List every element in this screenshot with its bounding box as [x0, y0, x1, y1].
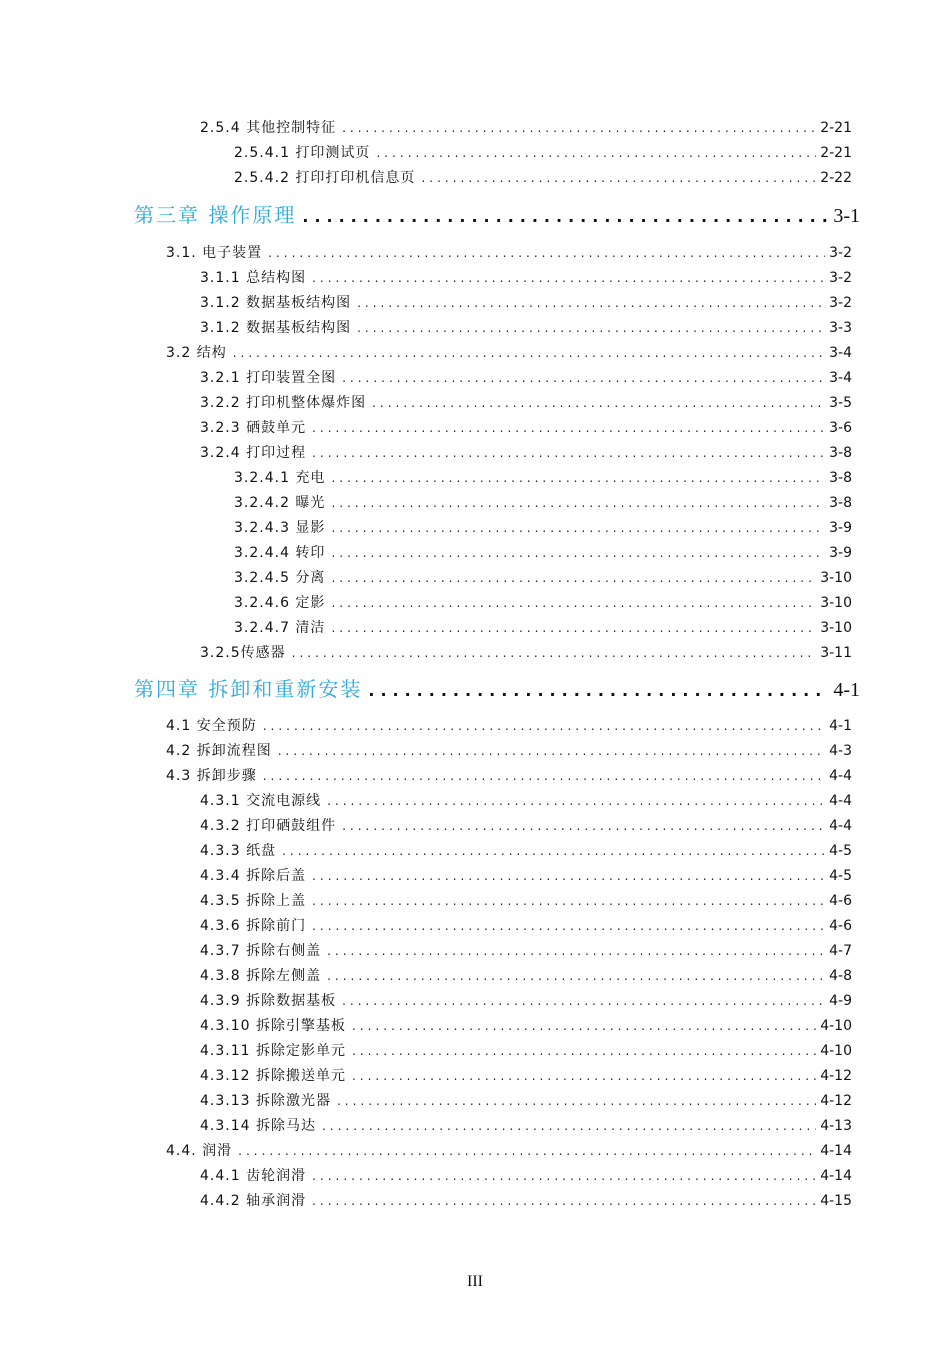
toc-entry-title: 4.3.9 拆除数据基板 [200, 993, 337, 1009]
toc-chapter-heading[interactable] [134, 675, 860, 705]
toc-entry-title: 4.4.1 齿轮润滑 [200, 1168, 307, 1184]
toc-leader-dots [352, 1041, 816, 1061]
toc-entry-title: 第三章 操作原理 [134, 203, 297, 227]
toc-entry[interactable] [234, 143, 852, 163]
toc-entry-title: 4.1 安全预防 [166, 718, 257, 734]
toc-entry-page: 4-1 [833, 679, 860, 701]
toc-leader-dots [263, 766, 825, 786]
toc-entry-page: 4-12 [820, 1093, 852, 1109]
toc-entry[interactable] [200, 966, 852, 986]
toc-entry-title: 3.2.4.3 显影 [234, 520, 326, 536]
toc-entry-page: 4-6 [829, 918, 852, 934]
toc-entry-page: 4-1 [829, 718, 852, 734]
toc-leader-dots [312, 916, 825, 936]
toc-leader-dots [327, 941, 825, 961]
toc-entry-title: 4.3.1 交流电源线 [200, 793, 322, 809]
toc-entry[interactable] [200, 1016, 852, 1036]
toc-entry[interactable] [200, 941, 852, 961]
toc-entry-page: 3-11 [820, 645, 852, 661]
toc-entry[interactable] [200, 1091, 852, 1111]
toc-entry-page: 3-9 [829, 545, 852, 561]
toc-entry[interactable] [200, 368, 852, 388]
toc-entry-title: 2.5.4.1 打印测试页 [234, 145, 371, 161]
toc-entry-page: 4-4 [829, 793, 852, 809]
toc-entry-page: 4-13 [820, 1118, 852, 1134]
toc-leader-dots [331, 568, 816, 588]
toc-entry-title: 第四章 拆卸和重新安装 [134, 677, 363, 701]
toc-entry[interactable] [200, 293, 852, 313]
toc-entry-title: 2.5.4.2 打印打印机信息页 [234, 170, 416, 186]
toc-entry[interactable] [234, 543, 852, 563]
toc-entry-page: 3-9 [829, 520, 852, 536]
toc-entry-title: 4.2 拆卸流程图 [166, 743, 272, 759]
toc-entry-page: 4-15 [820, 1193, 852, 1209]
toc-leader-dots [282, 841, 825, 861]
toc-leader-dots [331, 593, 816, 613]
toc-entry[interactable] [200, 1041, 852, 1061]
toc-entry-page: 3-10 [820, 570, 852, 586]
toc-entry-title: 4.3.4 拆除后盖 [200, 868, 307, 884]
toc-entry[interactable] [200, 118, 852, 138]
toc-entry[interactable] [234, 568, 852, 588]
toc-entry-title: 4.3.5 拆除上盖 [200, 893, 307, 909]
toc-entry[interactable] [200, 418, 852, 438]
toc-entry-page: 4-7 [829, 943, 852, 959]
toc-entry[interactable] [234, 168, 852, 188]
toc-entry[interactable] [234, 618, 852, 638]
toc-entry-page: 2-21 [820, 120, 852, 136]
toc-leader-dots [312, 866, 825, 886]
toc-entry-page: 3-4 [829, 345, 852, 361]
toc-entry[interactable] [200, 443, 852, 463]
toc-entry-page: 3-10 [820, 620, 852, 636]
toc-entry[interactable] [200, 791, 852, 811]
toc-entry-title: 4.3.8 拆除左侧盖 [200, 968, 322, 984]
toc-entry[interactable] [166, 741, 852, 761]
toc-entry[interactable] [234, 468, 852, 488]
toc-entry-title: 3.2.4.7 清洁 [234, 620, 326, 636]
toc-entry[interactable] [200, 1116, 852, 1136]
toc-entry-page: 3-5 [829, 395, 852, 411]
toc-entry-page: 4-10 [820, 1018, 852, 1034]
toc-entry[interactable] [200, 318, 852, 338]
toc-entry-page: 4-14 [820, 1168, 852, 1184]
toc-entry[interactable] [200, 816, 852, 836]
toc-entry-page: 4-4 [829, 768, 852, 784]
toc-entry-page: 4-6 [829, 893, 852, 909]
toc-leader-dots [312, 891, 825, 911]
toc-entry-title: 4.3.13 拆除激光器 [200, 1093, 331, 1109]
toc-entry-page: 4-5 [829, 843, 852, 859]
toc-leader-dots [238, 1141, 816, 1161]
toc-leader-dots [342, 991, 825, 1011]
toc-leader-dots [421, 168, 816, 188]
toc-leader-dots [372, 393, 825, 413]
toc-leader-dots [352, 1016, 816, 1036]
toc-chapter-heading[interactable] [134, 201, 860, 231]
toc-entry-title: 2.5.4 其他控制特征 [200, 120, 337, 136]
toc-entry[interactable] [166, 716, 852, 736]
toc-entry-title: 4.3.3 纸盘 [200, 843, 277, 859]
toc-entry-page: 4-10 [820, 1043, 852, 1059]
toc-entry[interactable] [166, 1141, 852, 1161]
toc-entry-page: 3-1 [833, 205, 860, 227]
toc-entry-title: 4.3 拆卸步骤 [166, 768, 257, 784]
toc-entry-page: 4-4 [829, 818, 852, 834]
toc-entry-page: 2-22 [820, 170, 852, 186]
toc-entry-page: 3-2 [829, 295, 852, 311]
toc-leader-dots [331, 543, 825, 563]
toc-entry-title: 3.2.1 打印装置全图 [200, 370, 337, 386]
toc-leader-dots [312, 268, 825, 288]
toc-leader-dots [312, 418, 825, 438]
toc-entry-title: 4.4.2 轴承润滑 [200, 1193, 307, 1209]
toc-leader-dots [331, 493, 825, 513]
toc-entry-page: 4-3 [829, 743, 852, 759]
toc-entry-page: 3-2 [829, 270, 852, 286]
toc-leader-dots [331, 468, 825, 488]
toc-entry[interactable] [200, 1166, 852, 1186]
toc-entry-page: 3-8 [829, 445, 852, 461]
toc-leader-dots [331, 618, 816, 638]
toc-entry-title: 3.2.4.1 充电 [234, 470, 326, 486]
toc-leader-dots [342, 368, 825, 388]
toc-entry[interactable] [166, 243, 852, 263]
toc-entry-title: 3.1.2 数据基板结构图 [200, 320, 352, 336]
toc-entry-title: 4.3.7 拆除右侧盖 [200, 943, 322, 959]
toc-leader-dots [322, 1116, 816, 1136]
toc-leader-dots [342, 118, 816, 138]
toc-entry-page: 3-8 [829, 470, 852, 486]
toc-entry-page: 3-6 [829, 420, 852, 436]
toc-entry[interactable] [200, 643, 852, 663]
toc-leader-dots [357, 293, 825, 313]
toc-entry-title: 3.2.4.2 曝光 [234, 495, 326, 511]
toc-leader-dots [327, 791, 825, 811]
toc-entry-page: 3-4 [829, 370, 852, 386]
toc-entry-title: 3.1.2 数据基板结构图 [200, 295, 352, 311]
toc-leader-dots [376, 143, 816, 163]
toc-leader-dots [312, 443, 825, 463]
toc-entry-title: 4.3.12 拆除搬送单元 [200, 1068, 346, 1084]
toc-entry-title: 3.2.2 打印机整体爆炸图 [200, 395, 367, 411]
toc-leader-dots [337, 1091, 816, 1111]
toc-entry[interactable] [166, 766, 852, 786]
toc-entry-page: 3-2 [829, 245, 852, 261]
toc-entry[interactable] [200, 991, 852, 1011]
toc-leader-dots [233, 343, 825, 363]
toc-entry[interactable] [200, 1191, 852, 1211]
toc-entry[interactable] [166, 343, 852, 363]
toc-leader-dots [368, 677, 829, 705]
toc-leader-dots [292, 643, 817, 663]
toc-leader-dots [357, 318, 825, 338]
toc-entry-title: 4.3.14 拆除马达 [200, 1118, 316, 1134]
toc-entry[interactable] [234, 493, 852, 513]
toc-leader-dots [312, 1191, 816, 1211]
toc-entry-title: 3.2.4.4 转印 [234, 545, 326, 561]
page-number: III [467, 1273, 483, 1290]
toc-leader-dots [331, 518, 825, 538]
toc-entry-title: 3.2.5传感器 [200, 645, 286, 661]
toc-entry-page: 2-21 [820, 145, 852, 161]
toc-entry[interactable] [200, 866, 852, 886]
toc-leader-dots [278, 741, 825, 761]
toc-entry[interactable] [200, 1066, 852, 1086]
toc-leader-dots [263, 716, 825, 736]
toc-entry-title: 4.3.2 打印硒鼓组件 [200, 818, 337, 834]
toc-entry-page: 4-12 [820, 1068, 852, 1084]
toc-entry-title: 3.2.4 打印过程 [200, 445, 307, 461]
toc-entry[interactable] [200, 393, 852, 413]
toc-leader-dots [327, 966, 825, 986]
toc-entry[interactable] [234, 518, 852, 538]
toc-entry-title: 4.3.6 拆除前门 [200, 918, 307, 934]
toc-leader-dots [312, 1166, 816, 1186]
toc-leader-dots [302, 203, 829, 231]
toc-entry-title: 3.2 结构 [166, 345, 227, 361]
toc-entry-title: 4.4. 润滑 [166, 1143, 233, 1159]
toc-entry[interactable] [200, 891, 852, 911]
toc-entry-page: 4-5 [829, 868, 852, 884]
toc-entry-title: 3.2.4.6 定影 [234, 595, 326, 611]
toc-entry-title: 3.1. 电子装置 [166, 245, 263, 261]
toc-entry-page: 3-3 [829, 320, 852, 336]
toc-leader-dots [342, 816, 825, 836]
toc-entry-page: 3-8 [829, 495, 852, 511]
toc-entry-page: 3-10 [820, 595, 852, 611]
toc-entry[interactable] [200, 916, 852, 936]
toc-entry-page: 4-14 [820, 1143, 852, 1159]
toc-entry-title: 3.2.3 硒鼓单元 [200, 420, 307, 436]
toc-entry-title: 4.3.11 拆除定影单元 [200, 1043, 346, 1059]
toc-entry-title: 3.2.4.5 分离 [234, 570, 326, 586]
toc-leader-dots [268, 243, 825, 263]
toc-entry[interactable] [200, 841, 852, 861]
toc-leader-dots [352, 1066, 816, 1086]
toc-entry-title: 4.3.10 拆除引擎基板 [200, 1018, 346, 1034]
toc-entry-title: 3.1.1 总结构图 [200, 270, 307, 286]
toc-entry[interactable] [200, 268, 852, 288]
toc-entry-page: 4-9 [829, 993, 852, 1009]
toc-entry-page: 4-8 [829, 968, 852, 984]
toc-entry[interactable] [234, 593, 852, 613]
